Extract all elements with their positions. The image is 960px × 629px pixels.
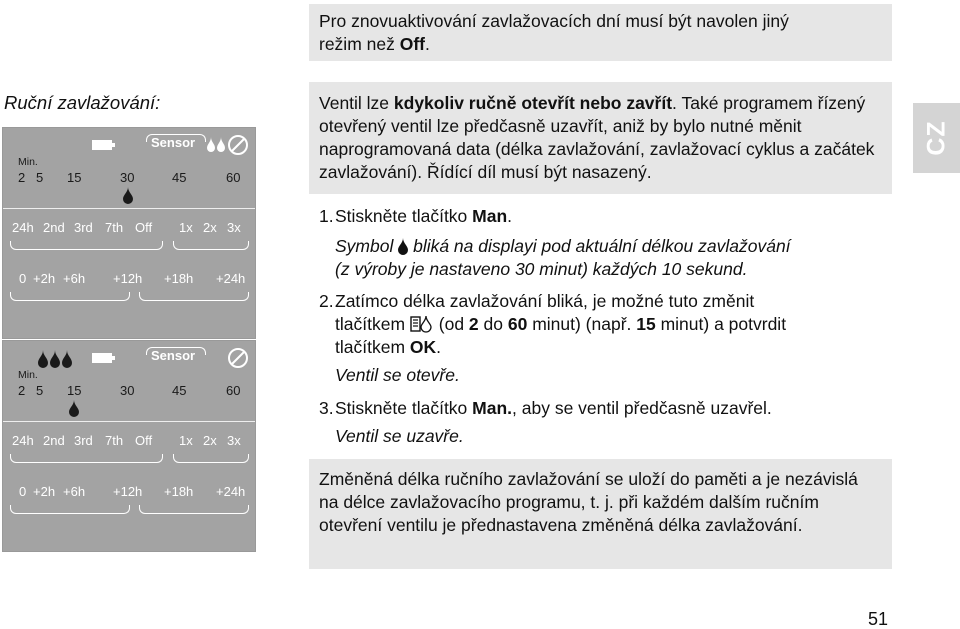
start-18h: +18h <box>164 271 194 286</box>
section-title: Ruční zavlažování: <box>4 92 161 113</box>
cycle-3x: 3x <box>227 433 241 448</box>
step-3: 3.Stiskněte tlačítko Man., aby se ventil předčasně uzavřel. Ventil se uzavře. <box>319 398 772 446</box>
duration-15: 15 <box>67 383 82 398</box>
cycle-1x: 1x <box>179 220 193 235</box>
start-0: 0 <box>19 271 27 286</box>
note-top-line2: režim než Off. <box>319 34 430 54</box>
start-2h: +2h <box>33 484 56 499</box>
day-7th: 7th <box>105 220 124 235</box>
duration-60: 60 <box>226 170 241 185</box>
intro-box: Ventil lze kdykoliv ručně otevřít nebo zavřít. Také programem řízený otevřený ventil lze předčasně uzavřít, aniž by bylo nutné měnit naprogramovaná data (délka zavlažování, zavlažovací cyklus a začátek zavlažování). Řídící díl musí být nasazený. <box>309 82 892 194</box>
battery-icon <box>90 351 116 365</box>
min-label: Min. <box>18 369 38 381</box>
day-off: Off <box>135 433 153 448</box>
duration-30: 30 <box>120 170 135 185</box>
min-label: Min. <box>18 156 38 168</box>
step-2: 2.Zatímco délka zavlažování bliká, je možné tuto změnit tlačítkem (od 2 do 60 minut) (např. 15 minut) a potvrdit tlačítkem OK. Ventil se otevře. <box>319 291 787 385</box>
intro-emphasis: kdykoliv ručně otevřít nebo zavřít <box>393 93 673 113</box>
start-6h: +6h <box>63 484 86 499</box>
sensor-off-icon <box>227 347 249 369</box>
day-7th: 7th <box>105 433 124 448</box>
cycle-3x: 3x <box>227 220 241 235</box>
start-12h: +12h <box>113 484 143 499</box>
duration-5: 5 <box>36 383 44 398</box>
sensor-label: Sensor <box>151 135 196 150</box>
day-24h: 24h <box>12 220 34 235</box>
duration-45: 45 <box>172 170 187 185</box>
duration-5: 5 <box>36 170 44 185</box>
note-top-line1: Pro znovuaktivování zavlažovacích dní musí být navolen jiný <box>319 11 789 31</box>
adjust-button-icon <box>410 314 434 334</box>
start-24h: +24h <box>216 271 246 286</box>
duration-2: 2 <box>18 383 26 398</box>
start-18h: +18h <box>164 484 194 499</box>
sensor-drops-icon <box>206 136 226 154</box>
duration-60: 60 <box>226 383 241 398</box>
three-drops-icon <box>37 349 73 369</box>
drop-indicator-icon <box>123 186 133 204</box>
language-tab <box>913 103 960 173</box>
battery-icon <box>90 138 116 152</box>
day-3rd: 3rd <box>74 433 93 448</box>
step-1: 1.Stiskněte tlačítko Man. Symbol bliká na displayi pod aktuální délkou zavlažování (z výroby je nastaveno 30 minut) každých 10 sekund. <box>319 206 791 279</box>
day-3rd: 3rd <box>74 220 93 235</box>
start-6h: +6h <box>63 271 86 286</box>
note-top <box>309 4 892 61</box>
drop-indicator-icon <box>69 399 79 417</box>
sensor-off-icon <box>227 134 249 156</box>
start-12h: +12h <box>113 271 143 286</box>
language-tab-label: CZ <box>922 120 950 156</box>
lcd-display-2 <box>2 340 256 552</box>
duration-45: 45 <box>172 383 187 398</box>
duration-15: 15 <box>67 170 82 185</box>
day-2nd: 2nd <box>43 433 65 448</box>
start-2h: +2h <box>33 271 56 286</box>
note-bottom: Změněná délka ručního zavlažování se uloží do paměti a je nezávislá na délce zavlažovacího programu, t. j. při každém dalším ručním otevření ventilu je přednastavena změněná délka zavlažování. <box>309 459 892 569</box>
drop-icon <box>398 237 408 255</box>
lcd-display-1 <box>2 127 256 339</box>
cycle-2x: 2x <box>203 433 217 448</box>
start-24h: +24h <box>216 484 246 499</box>
duration-2: 2 <box>18 170 26 185</box>
day-off: Off <box>135 220 153 235</box>
day-2nd: 2nd <box>43 220 65 235</box>
duration-30: 30 <box>120 383 135 398</box>
start-0: 0 <box>19 484 27 499</box>
day-24h: 24h <box>12 433 34 448</box>
sensor-label: Sensor <box>151 348 196 363</box>
cycle-1x: 1x <box>179 433 193 448</box>
page-number: 51 <box>868 609 889 629</box>
cycle-2x: 2x <box>203 220 217 235</box>
